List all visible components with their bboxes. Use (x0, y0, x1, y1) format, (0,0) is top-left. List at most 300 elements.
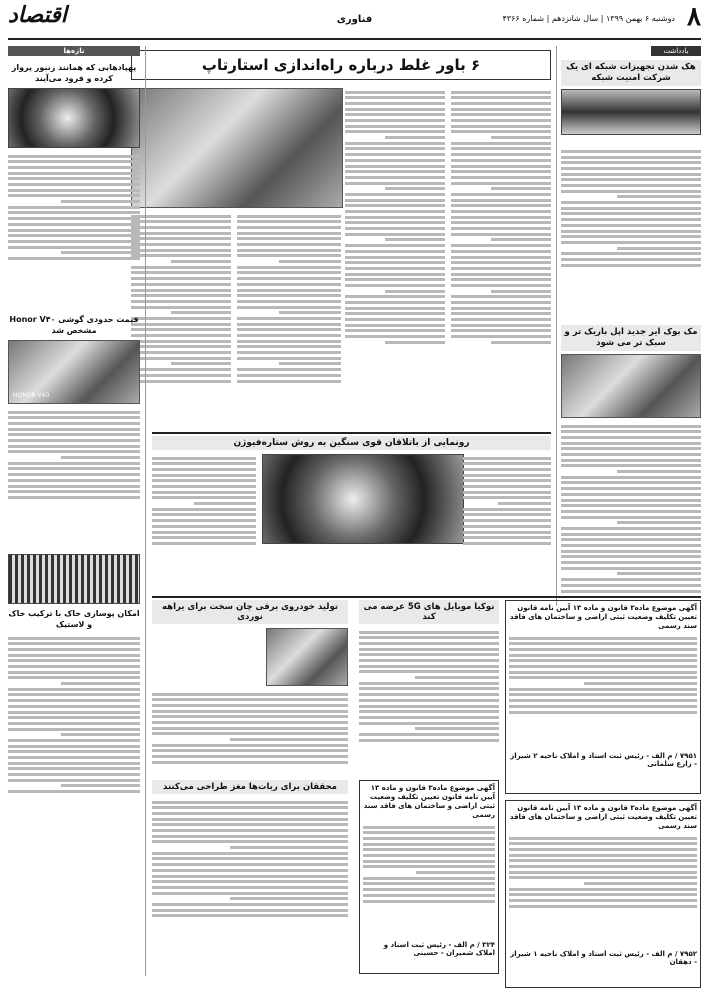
text-line (617, 470, 701, 473)
text-line (152, 755, 348, 758)
text-line (363, 831, 495, 834)
text-line (359, 648, 499, 651)
text-line (463, 536, 551, 539)
text-line (463, 485, 551, 488)
text-line (451, 113, 551, 116)
text-line (561, 430, 701, 433)
legal-ad-1-footer: ۷۹۵۱ / م الف - رئیس ثبت اسناد و املاک ناحیه ۲ شیراز - زارع سلمانی (510, 752, 697, 768)
text-line (561, 178, 701, 181)
text-line (345, 91, 445, 94)
text-line (509, 842, 697, 845)
text-line (131, 306, 231, 309)
text-line (8, 485, 140, 488)
soil-title: امکان پوسازی خاک با ترکیب خاک و لاستیک (8, 609, 140, 629)
text-line (8, 693, 140, 696)
bottom-rule (152, 596, 701, 598)
text-line (131, 340, 231, 343)
text-line (152, 914, 348, 917)
text-line (237, 374, 341, 377)
text-line (131, 226, 231, 229)
text-line (359, 642, 499, 645)
text-line (131, 334, 231, 337)
text-line (561, 230, 701, 233)
text-line (131, 249, 231, 252)
text-line (8, 422, 140, 425)
text-line (152, 693, 348, 696)
text-line (8, 217, 140, 220)
right-column-second-title: مک بوک ایر جدید اپل باریک تر و سبک تر می شود (561, 325, 701, 351)
text-line (363, 854, 495, 857)
text-line (152, 698, 348, 701)
text-line (451, 307, 551, 310)
text-line (171, 311, 231, 314)
legal-ad-2 (505, 800, 701, 988)
soil-text (8, 634, 140, 874)
text-line (131, 380, 231, 383)
text-line (8, 642, 140, 645)
text-line (152, 829, 348, 832)
text-line (463, 513, 551, 516)
text-line (152, 519, 256, 522)
text-line (451, 233, 551, 236)
robot-story (152, 780, 348, 978)
text-line (345, 119, 445, 122)
text-line (131, 368, 231, 371)
main-story-col2 (345, 88, 445, 468)
text-line (152, 721, 348, 724)
text-line (237, 368, 341, 371)
text-line (385, 290, 445, 293)
text-line (237, 317, 341, 320)
text-line (237, 243, 341, 246)
text-line (363, 865, 495, 868)
text-line (345, 199, 445, 202)
text-line (8, 496, 140, 499)
main-story-col1 (451, 88, 551, 468)
text-line (509, 688, 697, 691)
text-line (561, 156, 701, 159)
legal-ad-1 (505, 600, 701, 794)
text-line (61, 733, 140, 736)
text-line (345, 102, 445, 105)
text-line (152, 823, 348, 826)
text-line (359, 705, 499, 708)
text-line (131, 294, 231, 297)
text-line (363, 826, 495, 829)
text-line (345, 295, 445, 298)
date-line: دوشنبه ۶ بهمن ۱۳۹۹ | سال شانزدهم | شماره ۴۳۶۶ (502, 14, 675, 23)
text-line (230, 846, 348, 849)
text-line (152, 835, 348, 838)
text-line (131, 266, 231, 269)
text-line (345, 324, 445, 327)
text-line (237, 328, 341, 331)
text-line (237, 249, 341, 252)
text-line (509, 711, 697, 714)
text-line (8, 411, 140, 414)
text-line (131, 351, 231, 354)
text-line (8, 172, 140, 175)
text-line (131, 317, 231, 320)
text-line (8, 433, 140, 436)
section-name: فناوری (336, 14, 373, 25)
text-line (131, 220, 231, 223)
text-line (152, 496, 256, 499)
text-line (345, 335, 445, 338)
text-line (451, 165, 551, 168)
text-line (8, 762, 140, 765)
text-line (561, 550, 701, 553)
text-line (237, 357, 341, 360)
right-column (561, 46, 701, 672)
drone-text (8, 152, 140, 310)
text-line (152, 508, 256, 511)
legal-ad-2-body (509, 834, 697, 950)
text-line (8, 659, 140, 662)
text-line (463, 531, 551, 534)
nokia-story (359, 600, 499, 800)
drone-title: پهپادهایی که همانند زنبور پرواز کرده و فرود می‌آیند (11, 63, 137, 83)
text-line (385, 238, 445, 241)
text-line (345, 170, 445, 173)
text-line (415, 676, 499, 679)
text-line (152, 806, 348, 809)
text-line (491, 187, 551, 190)
text-line (561, 499, 701, 502)
text-line (363, 888, 495, 891)
text-line (152, 880, 348, 883)
text-line (8, 206, 140, 209)
text-line (131, 215, 231, 218)
text-line (8, 722, 140, 725)
text-line (61, 200, 140, 203)
text-line (561, 481, 701, 484)
text-line (561, 516, 701, 519)
text-line (561, 173, 701, 176)
robot-title: محققان برای ربات‌ها مغز طراحی می‌کنند (152, 780, 348, 794)
nokia-title: نوکیا موبایل های 5G عرضه می کند (359, 600, 499, 624)
text-line (345, 227, 445, 230)
electric-car-photo (266, 628, 348, 686)
right-column-text (561, 139, 701, 321)
text-line (463, 457, 551, 460)
text-line (561, 544, 701, 547)
middle-story-col2 (152, 454, 256, 590)
text-line (152, 744, 348, 747)
text-line (345, 125, 445, 128)
text-line (345, 301, 445, 304)
text-line (491, 238, 551, 241)
text-line (561, 453, 701, 456)
text-line (359, 733, 499, 736)
text-line (509, 693, 697, 696)
text-line (8, 246, 140, 249)
text-line (171, 362, 231, 365)
text-line (345, 165, 445, 168)
text-line (152, 886, 348, 889)
text-line (359, 722, 499, 725)
legal-ad-3-box (359, 780, 499, 974)
text-line (152, 852, 348, 855)
text-line (491, 136, 551, 139)
text-line (8, 705, 140, 708)
text-line (8, 676, 140, 679)
left-column (8, 46, 140, 874)
car-story (152, 600, 348, 800)
text-line (152, 457, 256, 460)
section-rule (152, 432, 551, 434)
text-line (152, 474, 256, 477)
text-line (463, 525, 551, 528)
text-line (363, 837, 495, 840)
text-line (463, 519, 551, 522)
text-line (279, 260, 341, 263)
text-line (451, 96, 551, 99)
honor-title: قیمت حدودی گوشی Honor V۴۰ مشخص شد (9, 315, 139, 335)
text-line (8, 177, 140, 180)
text-line (451, 119, 551, 122)
text-line (509, 705, 697, 708)
text-line (561, 567, 701, 570)
text-line (463, 542, 551, 545)
text-line (345, 153, 445, 156)
text-line (61, 251, 140, 254)
text-line (8, 439, 140, 442)
text-line (359, 670, 499, 673)
text-line (152, 727, 348, 730)
text-line (359, 682, 499, 685)
text-line (8, 756, 140, 759)
text-line (509, 893, 697, 896)
text-line (345, 96, 445, 99)
text-line (491, 341, 551, 344)
text-line (561, 476, 701, 479)
text-line (561, 150, 701, 153)
text-line (152, 732, 348, 735)
text-line (8, 490, 140, 493)
text-line (8, 699, 140, 702)
text-line (385, 187, 445, 190)
text-line (152, 536, 256, 539)
text-line (451, 153, 551, 156)
text-line (8, 665, 140, 668)
legal-ad-2-title: آگهی موضوع ماده۳ قانون و ماده ۱۳ آیین نامه قانون تعیین تکلیف وضعیت ثبتی اراضی و ساختمان های فاقد سند رسمی (509, 804, 697, 830)
legal-ad-3 (359, 780, 499, 974)
text-line (359, 631, 499, 634)
legal-ad-2-footer: ۷۹۵۲ / م الف - رئیس ثبت اسناد و املاک ناحیه ۱ شیراز - دهقان (510, 950, 697, 966)
text-line (237, 266, 341, 269)
text-line (345, 210, 445, 213)
text-line (237, 294, 341, 297)
right-column-title: هک شدن تجهیزات شبکه ای یک شرکت امنیت شبکه (561, 60, 701, 86)
right-column-tag: یادداشت (651, 46, 701, 56)
text-line (8, 416, 140, 419)
text-line (561, 436, 701, 439)
text-line (237, 215, 341, 218)
text-line (561, 167, 701, 170)
text-line (509, 648, 697, 651)
middle-story-title: رونمایی از باتلاقان قوی سنگین به روش ستاره‌فیوژن (152, 436, 551, 450)
legal-ad-1-title: آگهی موضوع ماده۳ قانون و ماده ۱۳ آیین نامه قانون تعیین تکلیف وضعیت ثبتی اراضی و ساختمان های فاقد سند رسمی (509, 604, 697, 630)
text-line (451, 176, 551, 179)
text-line (237, 323, 341, 326)
text-line (131, 232, 231, 235)
text-line (584, 882, 697, 885)
text-line (509, 676, 697, 679)
text-line (345, 176, 445, 179)
drone-photo (8, 88, 140, 148)
text-line (8, 711, 140, 714)
text-line (8, 739, 140, 742)
text-line (463, 468, 551, 471)
text-line (152, 468, 256, 471)
text-line (152, 491, 256, 494)
text-line (509, 659, 697, 662)
text-line (8, 240, 140, 243)
legal-ad-3-title: آگهی موضوع ماده۳ قانون و ماده ۱۳ آیین نامه قانون تعیین تکلیف وضعیت ثبتی اراضی و ساختمان های فاقد سند رسمی (363, 784, 495, 819)
text-line (463, 462, 551, 465)
text-line (152, 869, 348, 872)
text-line (451, 216, 551, 219)
legal-ad-1-body (509, 634, 697, 752)
text-line (237, 300, 341, 303)
text-line (509, 854, 697, 857)
text-line (237, 283, 341, 286)
text-line (131, 374, 231, 377)
text-line (152, 801, 348, 804)
text-line (451, 102, 551, 105)
text-line (171, 260, 231, 263)
text-line (131, 254, 231, 257)
text-line (345, 273, 445, 276)
text-line (345, 244, 445, 247)
text-line (237, 380, 341, 383)
text-line (8, 688, 140, 691)
legal-ad-3-body (363, 823, 495, 941)
text-line (8, 223, 140, 226)
text-line (561, 584, 701, 587)
text-line (451, 250, 551, 253)
text-line (451, 125, 551, 128)
text-line (8, 445, 140, 448)
text-line (509, 699, 697, 702)
text-line (561, 538, 701, 541)
text-line (463, 491, 551, 494)
text-line (8, 637, 140, 640)
text-line (8, 745, 140, 748)
macbook-photo (561, 354, 701, 418)
text-line (345, 108, 445, 111)
text-line (561, 493, 701, 496)
fusion-photo (262, 454, 464, 544)
text-line (561, 487, 701, 490)
text-line (498, 502, 551, 505)
text-line (561, 510, 701, 513)
text-line (345, 250, 445, 253)
text-line (131, 271, 231, 274)
main-story (131, 50, 551, 80)
text-line (345, 193, 445, 196)
text-line (61, 784, 140, 787)
text-line (509, 871, 697, 874)
middle-story-col1 (463, 454, 551, 590)
text-line (451, 193, 551, 196)
text-line (8, 189, 140, 192)
text-line (345, 233, 445, 236)
text-line (237, 271, 341, 274)
text-line (152, 857, 348, 860)
text-line (345, 221, 445, 224)
text-line (451, 318, 551, 321)
text-line (561, 207, 701, 210)
text-line (8, 479, 140, 482)
text-line (561, 235, 701, 238)
text-line (230, 897, 348, 900)
text-line (131, 237, 231, 240)
text-line (451, 91, 551, 94)
startup-team-photo (131, 88, 343, 208)
text-line (451, 301, 551, 304)
text-line (237, 340, 341, 343)
text-line (8, 450, 140, 453)
text-line (451, 210, 551, 213)
text-line (451, 159, 551, 162)
text-line (152, 749, 348, 752)
text-line (463, 508, 551, 511)
text-line (152, 903, 348, 906)
main-story-col3 (237, 212, 341, 468)
text-line (8, 462, 140, 465)
text-line (561, 184, 701, 187)
text-line (561, 201, 701, 204)
text-line (617, 195, 701, 198)
text-line (237, 220, 341, 223)
text-line (415, 727, 499, 730)
text-line (451, 244, 551, 247)
text-line (363, 894, 495, 897)
text-line (561, 241, 701, 244)
text-line (491, 290, 551, 293)
text-line (363, 860, 495, 863)
text-line (8, 229, 140, 232)
text-line (509, 899, 697, 902)
text-line (617, 247, 701, 250)
text-line (359, 693, 499, 696)
text-line (463, 496, 551, 499)
text-line (451, 182, 551, 185)
car-title: تولید خودروی برقی چان سخت برای یراهه نوردی (152, 600, 348, 624)
ads-column (505, 600, 701, 988)
text-line (509, 654, 697, 657)
text-line (451, 284, 551, 287)
text-line (237, 306, 341, 309)
text-line (359, 636, 499, 639)
text-line (561, 425, 701, 428)
text-line (152, 542, 256, 545)
text-line (561, 447, 701, 450)
text-line (8, 654, 140, 657)
text-line (451, 142, 551, 145)
text-line (561, 561, 701, 564)
text-line (8, 183, 140, 186)
text-line (561, 161, 701, 164)
text-line (561, 264, 701, 267)
text-line (359, 659, 499, 662)
text-line (237, 351, 341, 354)
text-line (152, 710, 348, 713)
text-line (509, 637, 697, 640)
honor-text (8, 408, 140, 548)
